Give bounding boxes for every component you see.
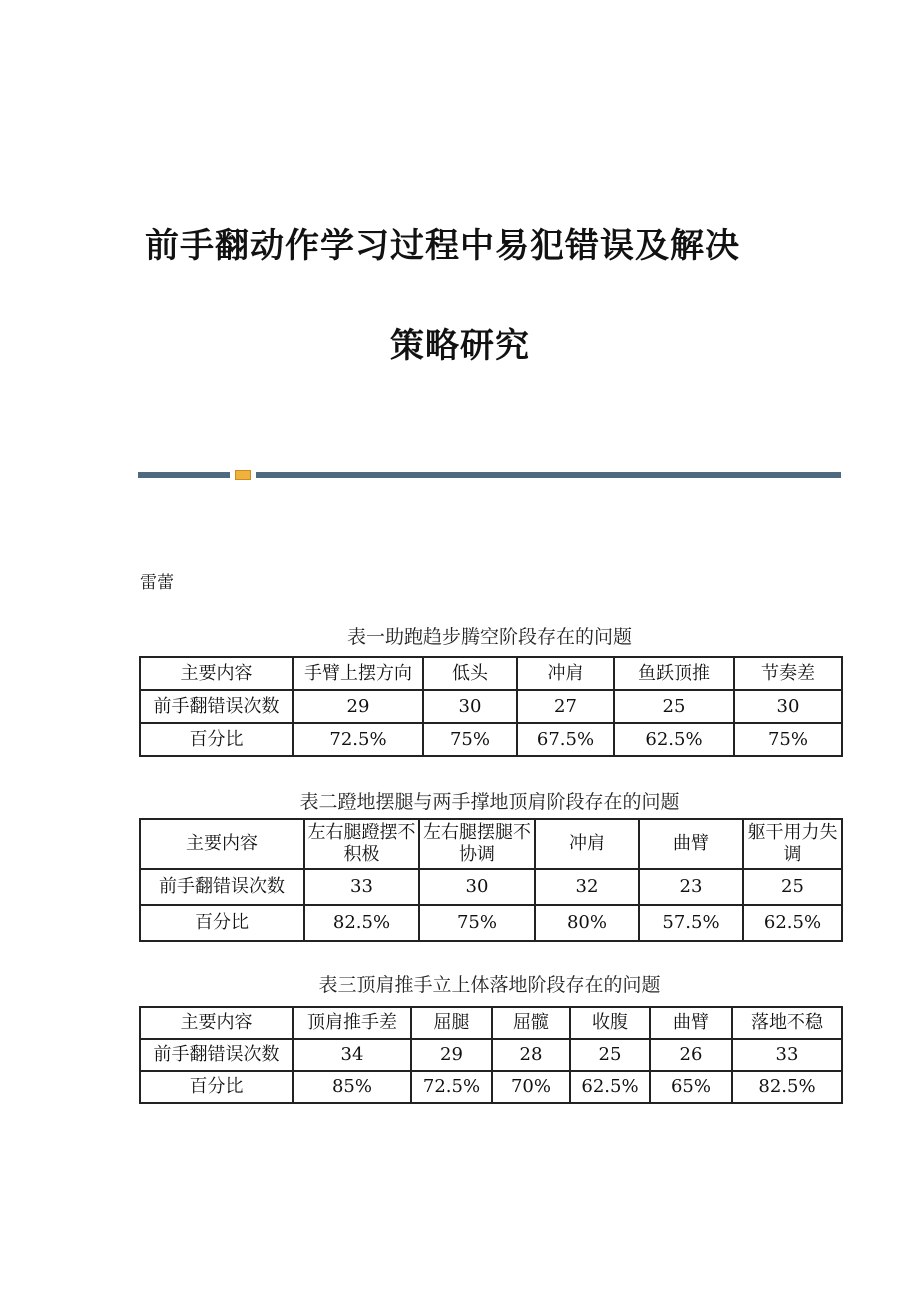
- author-name: 雷蕾: [140, 573, 174, 593]
- table-header-row: [140, 1007, 842, 1039]
- table-row: [140, 869, 842, 905]
- table-cell: 82.5%: [732, 1071, 842, 1103]
- table-cell: 70%: [492, 1071, 570, 1103]
- table-cell: 29: [293, 690, 423, 723]
- table-cell: 65%: [650, 1071, 732, 1103]
- table-3: [139, 1006, 843, 1104]
- table-cell: 75%: [734, 723, 842, 756]
- header-cell: 落地不稳: [732, 1007, 842, 1039]
- row-label: 前手翻错误次数: [140, 690, 293, 723]
- header-cell: 屈腿: [411, 1007, 492, 1039]
- table-cell: 62.5%: [614, 723, 734, 756]
- table-row: [140, 1039, 842, 1071]
- table-cell: 30: [734, 690, 842, 723]
- envelope-icon: [235, 470, 251, 480]
- table-row: [140, 690, 842, 723]
- table-cell: 25: [614, 690, 734, 723]
- header-cell: 顶肩推手差: [293, 1007, 411, 1039]
- header-cell: 冲肩: [535, 819, 639, 869]
- table-cell: 25: [570, 1039, 650, 1071]
- table-cell: 33: [732, 1039, 842, 1071]
- table-cell: 62.5%: [743, 905, 842, 941]
- table-cell: 34: [293, 1039, 411, 1071]
- table-cell: 26: [650, 1039, 732, 1071]
- table-cell: 67.5%: [517, 723, 614, 756]
- header-cell: 左右腿蹬摆不积极: [304, 819, 419, 869]
- header-cell: 收腹: [570, 1007, 650, 1039]
- table-cell: 57.5%: [639, 905, 743, 941]
- table-cell: 33: [304, 869, 419, 905]
- table-3-caption: 表三顶肩推手立上体落地阶段存在的问题: [318, 974, 661, 996]
- table-cell: 28: [492, 1039, 570, 1071]
- table-cell: 32: [535, 869, 639, 905]
- divider-bar-left: [138, 472, 230, 478]
- divider-bar-right: [256, 472, 841, 478]
- table-cell: 29: [411, 1039, 492, 1071]
- table-cell: 62.5%: [570, 1071, 650, 1103]
- table-cell: 85%: [293, 1071, 411, 1103]
- header-cell: 屈髋: [492, 1007, 570, 1039]
- header-cell: 主要内容: [140, 1007, 293, 1039]
- table-cell: 72.5%: [411, 1071, 492, 1103]
- table-row: [140, 1071, 842, 1103]
- row-label: 百分比: [140, 723, 293, 756]
- table-cell: 30: [423, 690, 517, 723]
- table-1: [139, 656, 843, 757]
- row-label: 前手翻错误次数: [140, 869, 304, 905]
- table-header-row: [140, 819, 842, 869]
- table-cell: 82.5%: [304, 905, 419, 941]
- table-cell: 27: [517, 690, 614, 723]
- table-2: [139, 818, 843, 942]
- header-cell: 鱼跃顶推: [614, 657, 734, 690]
- table-cell: 23: [639, 869, 743, 905]
- header-cell: 曲臂: [639, 819, 743, 869]
- section-divider: [138, 470, 841, 480]
- table-header-row: [140, 657, 842, 690]
- table-cell: 75%: [423, 723, 517, 756]
- row-label: 百分比: [140, 905, 304, 941]
- table-1-caption: 表一助跑趋步腾空阶段存在的问题: [346, 626, 632, 648]
- table-row: [140, 723, 842, 756]
- header-cell: 主要内容: [140, 657, 293, 690]
- header-cell: 冲肩: [517, 657, 614, 690]
- header-cell: 主要内容: [140, 819, 304, 869]
- header-cell: 手臂上摆方向: [293, 657, 423, 690]
- header-cell: 节奏差: [734, 657, 842, 690]
- header-cell: 躯干用力失调: [743, 819, 842, 869]
- table-cell: 25: [743, 869, 842, 905]
- document-title-line-2: 策略研究: [390, 326, 530, 366]
- table-cell: 72.5%: [293, 723, 423, 756]
- table-row: [140, 905, 842, 941]
- header-cell: 左右腿摆腿不协调: [419, 819, 535, 869]
- table-cell: 75%: [419, 905, 535, 941]
- table-2-caption: 表二蹬地摆腿与两手撑地顶肩阶段存在的问题: [299, 791, 680, 813]
- table-cell: 80%: [535, 905, 639, 941]
- row-label: 前手翻错误次数: [140, 1039, 293, 1071]
- row-label: 百分比: [140, 1071, 293, 1103]
- header-cell: 曲臂: [650, 1007, 732, 1039]
- header-cell: 低头: [423, 657, 517, 690]
- table-cell: 30: [419, 869, 535, 905]
- document-title-line-1: 前手翻动作学习过程中易犯错误及解决: [145, 226, 740, 266]
